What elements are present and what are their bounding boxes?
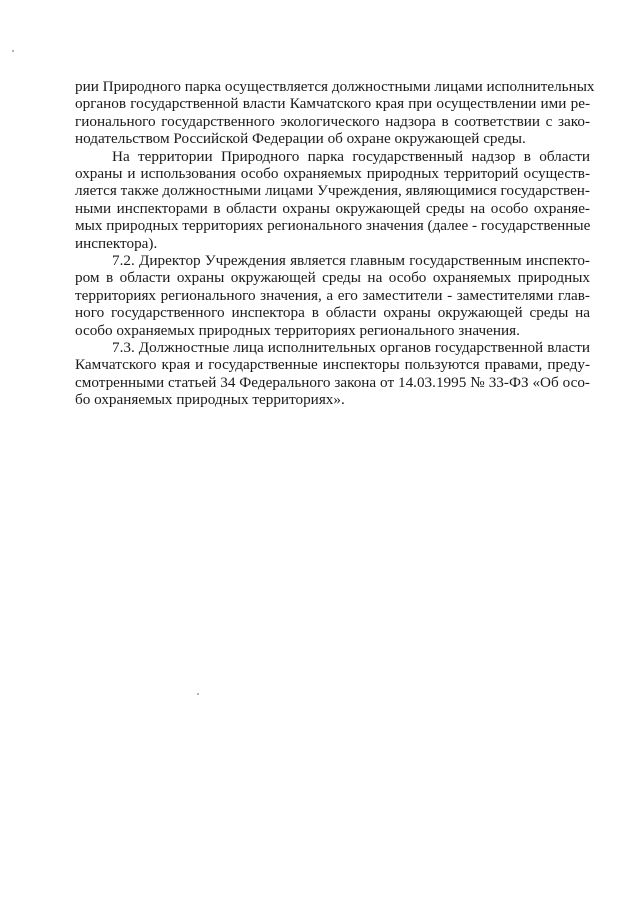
scan-speck: [12, 50, 14, 52]
text-line: ром в области охраны окружающей среды на особо охраняемых природных: [75, 269, 590, 287]
text-line: гионального государственного экологического надзора в соответствии с зако-: [75, 112, 590, 130]
text-line: ными инспекторами в области охраны окружающей среды на особо охраняе-: [75, 199, 590, 217]
text-line: территориях регионального значения, а его заместители - заместителями глав-: [75, 286, 590, 304]
text-line: особо охраняемых природных территориях регионального значения.: [75, 321, 520, 339]
text-line: ного государственного инспектора в области охраны окружающей среды на: [75, 304, 590, 322]
paragraph-start-line: 7.3. Должностные лица исполнительных органов государственной власти: [112, 339, 590, 356]
text-line: охраны и использования особо охраняемых природных территорий осуществ-: [75, 165, 590, 182]
text-line: смотренными статьей 34 Федерального закона от 14.03.1995 № 33-ФЗ «Об осо-: [75, 373, 590, 391]
scan-speck: [197, 693, 199, 695]
text-line: инспектора).: [75, 234, 158, 252]
paragraph-start-line: 7.2. Директор Учреждения является главным государственным инспекто-: [112, 252, 590, 269]
text-line: органов государственной власти Камчатского края при осуществлении ими ре-: [75, 95, 590, 113]
paragraph-start-line: На территории Природного парка государственный надзор в области: [112, 147, 590, 165]
text-line: бо охраняемых природных территориях».: [75, 391, 345, 409]
text-line: рии Природного парка осуществляется должностными лицами исполнительных: [75, 78, 595, 95]
text-line: Камчатского края и государственные инспекторы пользуются правами, преду-: [75, 356, 590, 374]
text-line: мых природных территориях регионального значения (далее - государственные: [75, 217, 591, 235]
text-line: нодательством Российской Федерации об охране окружающей среды.: [75, 130, 526, 148]
text-line: ляется также должностными лицами Учреждения, являющимися государствен-: [75, 182, 590, 200]
